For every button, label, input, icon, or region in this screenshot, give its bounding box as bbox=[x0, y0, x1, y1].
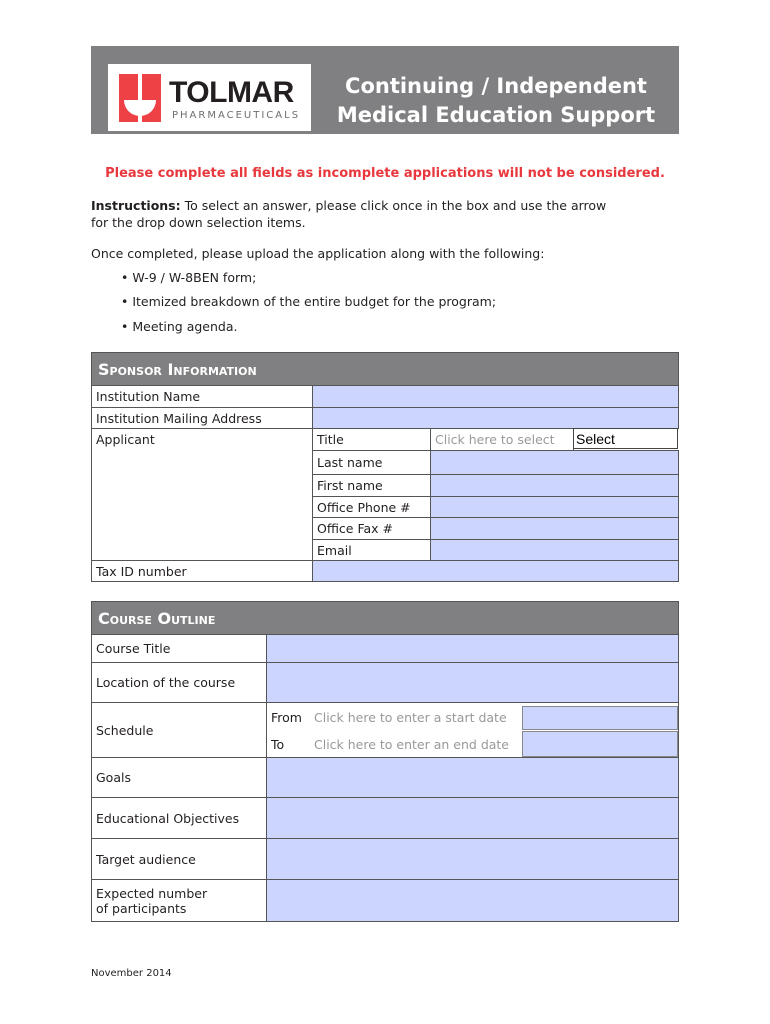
label: Goals bbox=[91, 757, 267, 798]
end-date-field[interactable]: Click here to enter an end date bbox=[314, 737, 510, 752]
label: Institution Name bbox=[91, 385, 313, 408]
label: Target audience bbox=[91, 838, 267, 880]
title-select-field[interactable]: Click here to select bbox=[430, 428, 574, 451]
label: Email bbox=[312, 539, 431, 561]
phone-input[interactable] bbox=[430, 496, 679, 518]
course-heading: Course Outline bbox=[91, 601, 679, 635]
label: First name bbox=[312, 474, 431, 497]
start-date-field[interactable]: Click here to enter a start date bbox=[314, 710, 507, 725]
label: Applicant bbox=[91, 428, 313, 561]
email-input[interactable] bbox=[430, 539, 679, 561]
last-name-input[interactable] bbox=[430, 450, 679, 475]
label: Institution Mailing Address bbox=[91, 407, 313, 429]
bullet: • W-9 / W-8BEN form; bbox=[121, 270, 257, 285]
objectives-input[interactable] bbox=[266, 797, 679, 839]
first-name-input[interactable] bbox=[430, 474, 679, 497]
page-title: Continuing / Independent Medical Education Support bbox=[336, 74, 656, 127]
audience-input[interactable] bbox=[266, 838, 679, 880]
label: Office Fax # bbox=[312, 517, 431, 540]
label: To bbox=[271, 737, 285, 752]
label: Title bbox=[312, 428, 431, 451]
bullet: • Meeting agenda. bbox=[121, 319, 238, 334]
tax-id-input[interactable] bbox=[312, 560, 679, 582]
label: Office Phone # bbox=[312, 496, 431, 518]
instructions: Instructions: To select an answer, please click once in the box and use the arrow for the drop down selection items. bbox=[91, 198, 607, 230]
mailing-address-input[interactable] bbox=[312, 407, 679, 429]
label: Last name bbox=[312, 450, 431, 475]
label: Schedule bbox=[91, 702, 267, 758]
warning-text: Please complete all fields as incomplete applications will not be considered. bbox=[105, 166, 665, 181]
label: From bbox=[271, 710, 302, 725]
title-dropdown[interactable]: Select bbox=[573, 428, 678, 449]
end-date-input[interactable] bbox=[522, 731, 678, 757]
fax-input[interactable] bbox=[430, 517, 679, 540]
bullet: • Itemized breakdown of the entire budget for the program; bbox=[121, 294, 497, 309]
goals-input[interactable] bbox=[266, 757, 679, 798]
label: Location of the course bbox=[91, 662, 267, 703]
label: Expected number of participants bbox=[91, 879, 267, 922]
sponsor-heading: Sponsor Information bbox=[91, 352, 679, 386]
participants-input[interactable] bbox=[266, 879, 679, 922]
upload-text: Once completed, please upload the application along with the following: bbox=[91, 246, 545, 261]
location-input[interactable] bbox=[266, 662, 679, 703]
course-title-input[interactable] bbox=[266, 634, 679, 663]
label: Educational Objectives bbox=[91, 797, 267, 839]
start-date-input[interactable] bbox=[522, 706, 678, 730]
tolmar-logo: TOLMAR PHARMACEUTICALS bbox=[108, 64, 311, 131]
footer-date: November 2014 bbox=[91, 968, 172, 979]
label: Tax ID number bbox=[91, 560, 313, 582]
institution-name-input[interactable] bbox=[312, 385, 679, 408]
label: Course Title bbox=[91, 634, 267, 663]
